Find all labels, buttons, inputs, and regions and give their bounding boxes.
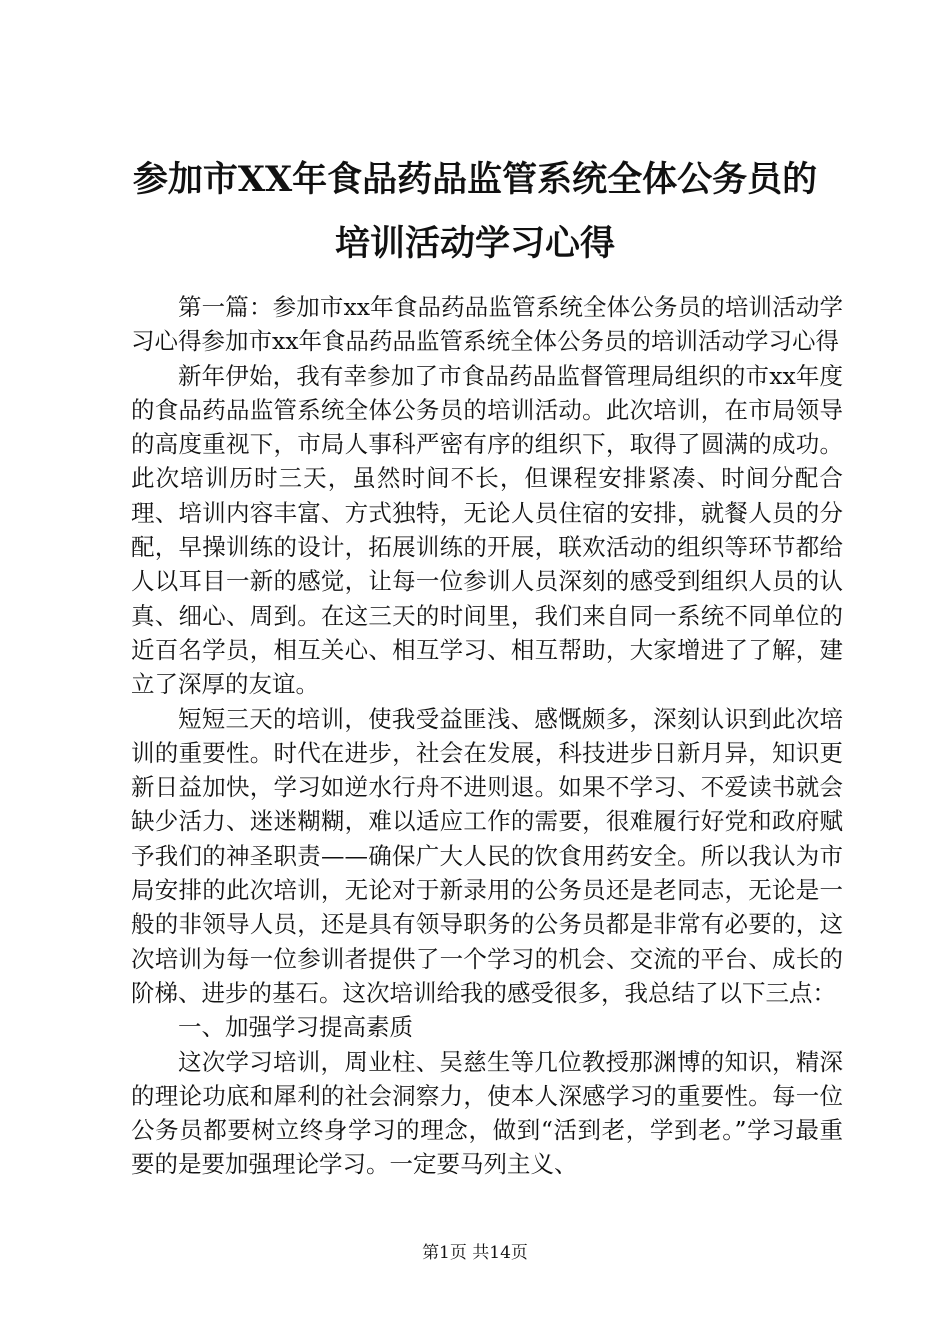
page-number-footer: 第1页 共14页 — [422, 1243, 528, 1263]
section-heading-1: 一、加强学习提高素质 — [178, 1013, 413, 1042]
paragraph-learning: 这次学习培训，周业柱、吴慈生等几位教授那渊博的知识，精深的理论功底和犀利的社会洞察力，使本人深感学习的重要性。每一位公务员都要树立终身学习的理念，做到“活到老，学到老。”学习最重要的是要加强理论学习。一定要马列主义、 — [131, 1047, 843, 1179]
paragraph-intro: 第一篇：参加市xx年食品药品监管系统全体公务员的培训活动学习心得参加市xx年食品药品监管系统全体公务员的培训活动学习心得 — [131, 293, 843, 356]
document-title-line-1: 参加市XX年食品药品监管系统全体公务员的 — [132, 159, 818, 200]
document-title-line-2: 培训活动学习心得 — [334, 223, 615, 264]
paragraph-training-overview: 新年伊始，我有幸参加了市食品药品监督管理局组织的市xx年度的食品药品监管系统全体公务员的培训活动。此次培训，在市局领导的高度重视下，市局人事科严密有序的组织下，取得了圆满的成功。此次培训历时三天，虽然时间不长，但课程安排紧凑、时间分配合理、培训内容丰富、方式独特，无论人员住宿的安排，就餐人员的分配，早操训练的设计，拓展训练的开展，联欢活动的组织等环节都给人以耳目一新的感觉，让每一位参训人员深刻的感受到组织人员的认真、细心、周到。在这三天的时间里，我们来自同一系统不同单位的近百名学员，相互关心、相互学习、相互帮助，大家增进了了解，建立了深厚的友谊。 — [131, 361, 843, 699]
paragraph-training-importance: 短短三天的培训，使我受益匪浅、感慨颇多，深刻认识到此次培训的重要性。时代在进步，社会在发展，科技进步日新月异，知识更新日益加快，学习如逆水行舟不进则退。如果不学习、不爱读书就会缺少活力、迷迷糊糊，难以适应工作的需要，很难履行好党和政府赋予我们的神圣职责——确保广大人民的饮食用药安全。所以我认为市局安排的此次培训，无论对于新录用的公务员还是老同志，无论是一般的非领导人员，还是具有领导职务的公务员都是非常有必要的，这次培训为每一位参训者提供了一个学习的机会、交流的平台、成长的阶梯、进步的基石。这次培训给我的感受很多，我总结了以下三点： — [131, 704, 843, 1007]
document-body — [131, 290, 843, 1182]
